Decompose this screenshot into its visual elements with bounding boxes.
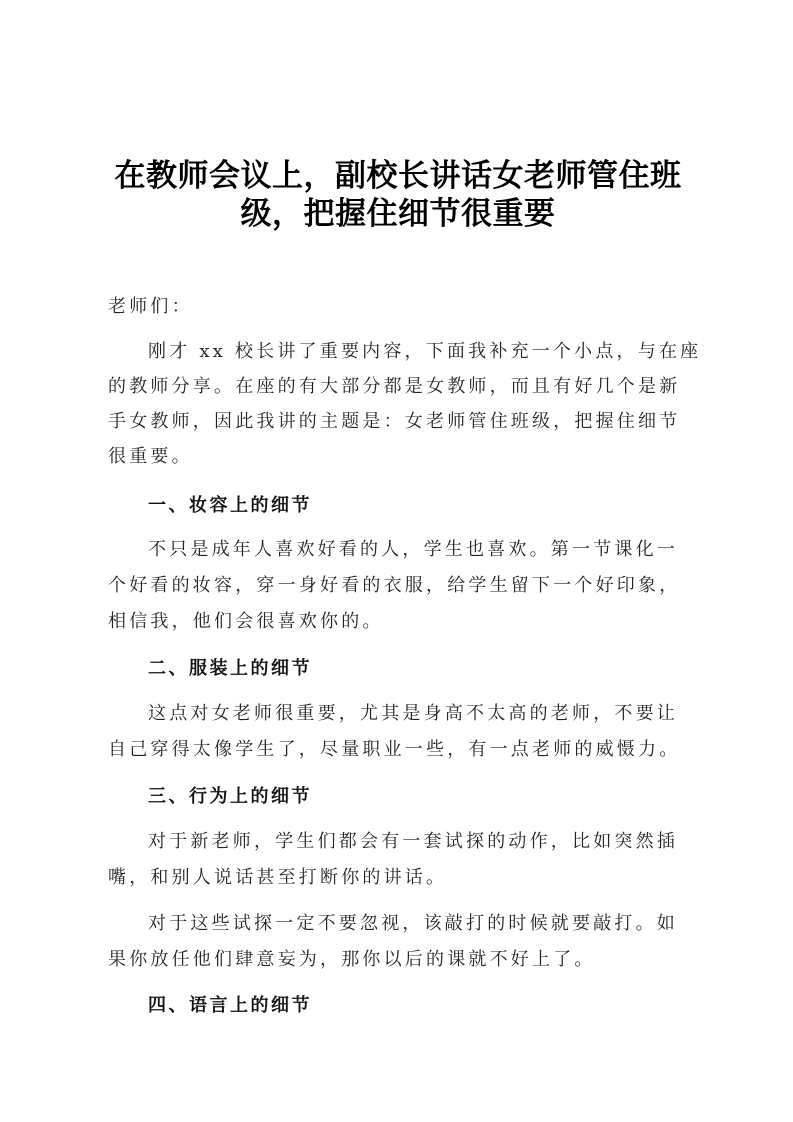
title-line-2: 级，把握住细节很重要	[240, 196, 556, 232]
title-line-1: 在教师会议上，副校长讲话女老师管住班	[114, 158, 682, 194]
intro-line-3: 手女教师，因此我讲的主题是：女老师管住班级，把握住细节	[108, 411, 681, 432]
salutation: 老师们：	[108, 296, 193, 317]
section-heading-makeup: 一、妆容上的细节	[148, 495, 312, 516]
intro-line-4: 很重要。	[108, 446, 193, 467]
makeup-line-1: 不只是成年人喜欢好看的人，学生也喜欢。第一节课化一	[148, 539, 678, 560]
intro-line-2: 的教师分享。在座的有大部分都是女教师，而且有好几个是新	[108, 376, 681, 397]
document-title	[108, 157, 688, 233]
makeup-line-3: 相信我，他们会很喜欢你的。	[108, 611, 384, 632]
section-heading-language: 四、语言上的细节	[148, 995, 312, 1016]
clothing-line-2: 自己穿得太像学生了，尽量职业一些，有一点老师的威慑力。	[108, 739, 681, 760]
makeup-line-2: 个好看的妆容，穿一身好看的衣服，给学生留下一个好印象，	[108, 575, 681, 596]
intro-line-1: 刚才 xx 校长讲了重要内容，下面我补充一个小点，与在座	[148, 341, 702, 362]
behavior-p1-line-2: 嘴，和别人说话甚至打断你的讲话。	[108, 867, 448, 888]
behavior-p2-line-2: 果你放任他们肆意妄为，那你以后的课就不好上了。	[108, 949, 596, 970]
behavior-p2-line-1: 对于这些试探一定不要忽视，该敲打的时候就要敲打。如	[148, 913, 678, 934]
section-heading-behavior: 三、行为上的细节	[148, 786, 312, 807]
behavior-p1-line-1: 对于新老师，学生们都会有一套试探的动作，比如突然插	[148, 831, 678, 852]
clothing-line-1: 这点对女老师很重要，尤其是身高不太高的老师，不要让	[148, 703, 678, 724]
section-heading-clothing: 二、服装上的细节	[148, 658, 312, 679]
